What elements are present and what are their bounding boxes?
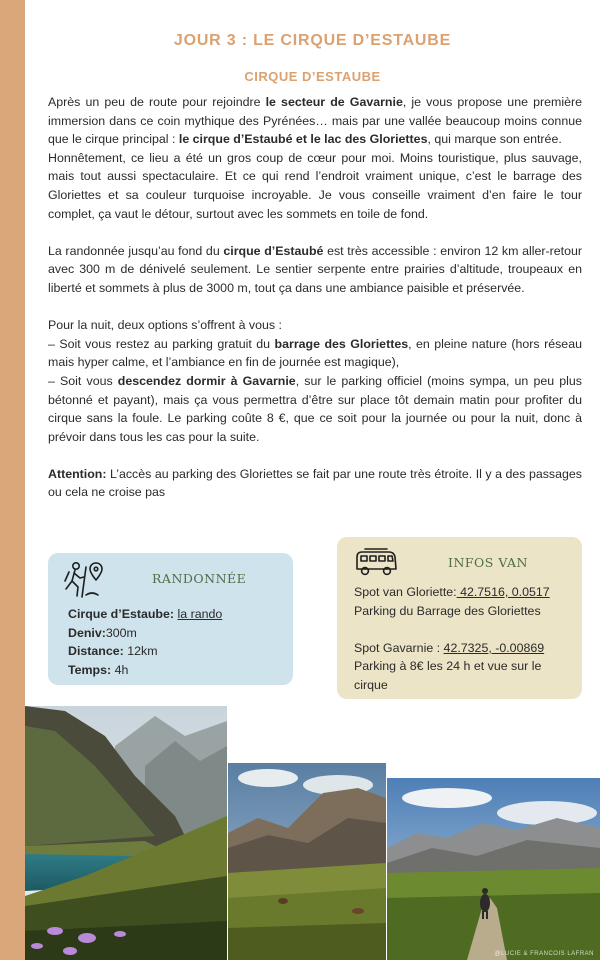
photo-credit: @LUCIE & FRANCOIS LAFRAN (494, 951, 594, 957)
hiker-map-pin-icon (60, 559, 106, 601)
van-line-gloriette-desc: Parking du Barrage des Gloriettes (354, 603, 541, 618)
body-text (48, 93, 582, 502)
paragraph-intro: Après un peu de route pour rejoindre le secteur de Gavarnie, je vous propose une première immersion dans ce coin mythique des Pyrénées… mais par une vallée beaucoup moins connue que le cirque principal : le cirque d’Estaubé et le lac des Gloriettes, qui marque son entrée. (48, 95, 582, 147)
rando-line-temps: Temps: 4h (68, 662, 129, 677)
paragraph-option-1: – Soit vous restez au parking gratuit du barrage des Gloriettes, en pleine nature (hors réseau mais hyper calme, et l’ambiance en fin de journée est magique), (48, 336, 582, 370)
photo-prairie-cirque (228, 763, 386, 960)
section-title: CIRQUE D’ESTAUBE (244, 69, 381, 84)
page-title: JOUR 3 : LE CIRQUE D’ESTAUBE (173, 32, 452, 49)
paragraph-attention: Attention: L’accès au parking des Gloriettes se fait par une route très étroite. Il y a des passages ou cela ne croise pas (48, 466, 582, 500)
rando-heading: RANDONNÉE (152, 571, 247, 586)
van-line-gavarnie-desc: Parking à 8€ les 24 h et vue sur le cirque (354, 659, 542, 692)
rando-details (68, 605, 222, 679)
paragraph-randonnee: La randonnée jusqu’au fond du cirque d’Estaubé est très accessible : environ 12 km aller-retour avec 300 m de dénivelé seulement. Le sentier serpente entre prairies d’altitude, troupeaux en liberté et sommets à plus de 3000 m, tout ça dans une ambiance paisible et préservée. (48, 243, 582, 295)
van-details (354, 583, 569, 694)
van-heading: INFOS VAN (448, 555, 528, 570)
van-icon (353, 545, 399, 579)
rando-line-distance: Distance: 12km (68, 644, 158, 658)
paragraph-nuit: Pour la nuit, deux options s’offrent à vous : (48, 318, 282, 333)
rando-info-box (48, 553, 293, 685)
gloriette-coords-link[interactable]: 42.7516, 0.0517 (456, 585, 550, 599)
rando-line-route: Cirque d’Estaube: la rando (68, 607, 223, 621)
van-line-gavarnie: Spot Gavarnie : 42.7325, -0.00869 (354, 640, 545, 655)
side-band (0, 0, 25, 960)
paragraph-option-2: – Soit vous descendez dormir à Gavarnie, sur le parking officiel (moins sympa, un peu plus bétonné et payant), mais ça vous permettra d’être sur place tôt demain matin pour profiter du cirque sans la foule. Le parking coûte 8 €, que ce soit pour la journée ou pour la nuit, donc à prévoir dans tous les cas pour la suite. (48, 373, 582, 444)
photo-lac-gloriettes (25, 706, 227, 960)
rando-link[interactable]: la rando (177, 607, 223, 621)
paragraph-coup-de-coeur: Honnêtement, ce lieu a été un gros coup de cœur pour moi. Moins touristique, plus sauvage, mais tout aussi spectaculaire. Et ce qui rend l’endroit vraiment unique, c’est le barrage des Gloriettes et sa couleur turquoise incroyable. Je vous conseille vraiment d’en faire le tour complet, ça vaut le détour, surtout avec les sommets en toile de fond. (48, 150, 582, 221)
van-line-gloriette: Spot van Gloriette: 42.7516, 0.0517 (354, 585, 550, 599)
rando-line-deniv: Deniv:300m (68, 625, 137, 640)
photo-randonneur-sentier (387, 778, 600, 960)
van-info-box (337, 537, 582, 699)
gavarnie-coords-link[interactable]: 42.7325, -0.00869 (443, 640, 545, 655)
